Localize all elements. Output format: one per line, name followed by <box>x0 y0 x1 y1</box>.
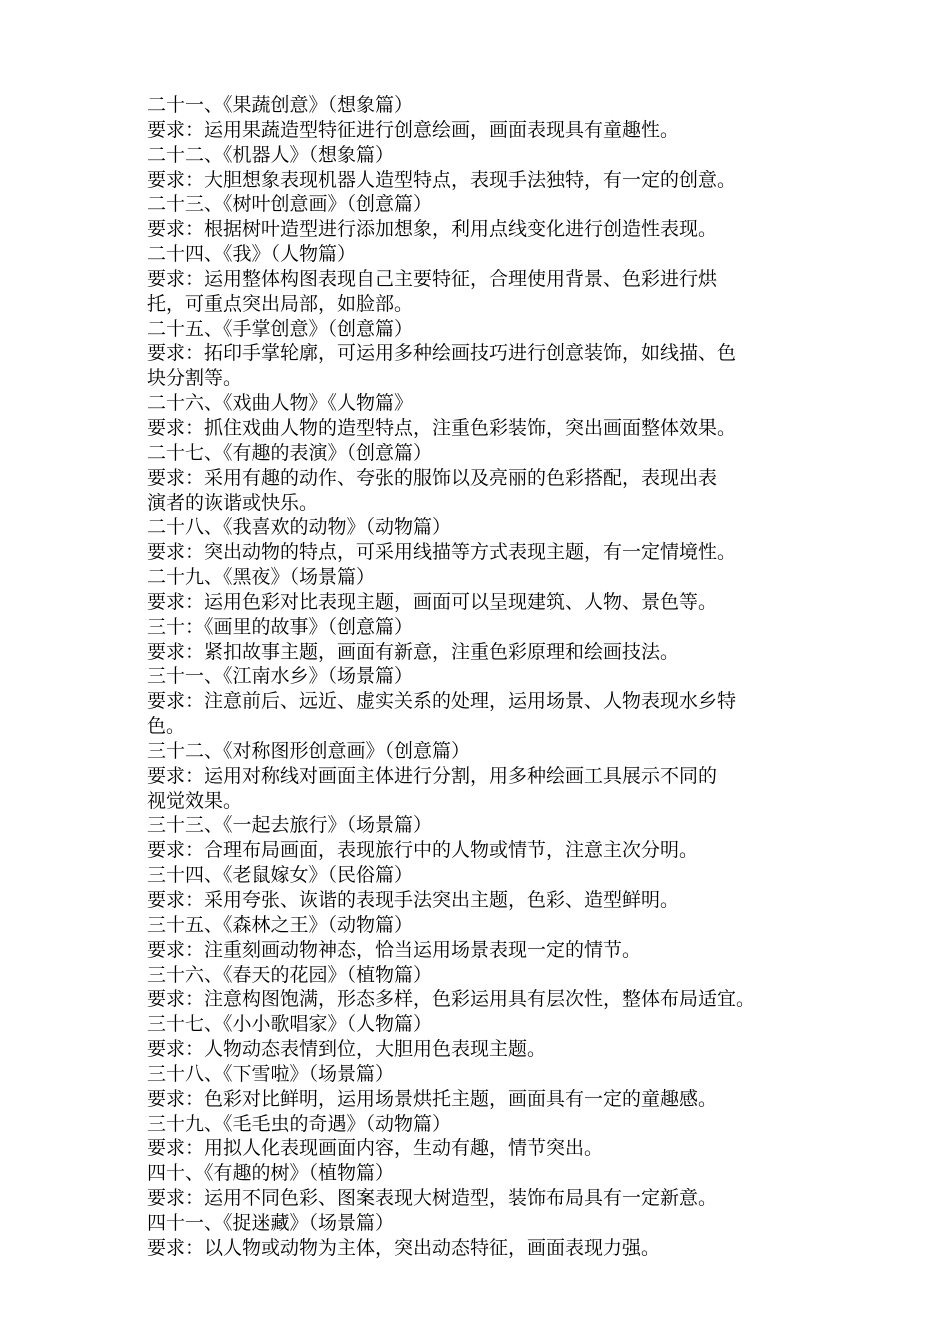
heading-25: 二十五、《手掌创意》（创意篇） <box>147 317 414 340</box>
heading-40: 四十、《有趣的树》（植物篇） <box>147 1162 395 1185</box>
heading-31: 三十一、《江南水乡》（场景篇） <box>147 665 414 688</box>
requirement-30: 要求：紧扣故事主题，画面有新意，注重色彩原理和绘画技法。 <box>147 640 680 663</box>
requirement-33: 要求：合理布局画面，表现旅行中的人物或情节，注意主次分明。 <box>147 839 699 862</box>
heading-23: 二十三、《树叶创意画》（创意篇） <box>147 193 433 216</box>
requirement-41: 要求：以人物或动物为主体，突出动态特征，画面表现力强。 <box>147 1236 661 1259</box>
document-page <box>147 93 827 1261</box>
heading-22: 二十二、《机器人》（想象篇） <box>147 143 395 166</box>
heading-32: 三十二、《对称图形创意画》（创意篇） <box>147 739 471 762</box>
requirement-37: 要求：人物动态表情到位，大胆用色表现主题。 <box>147 1038 547 1061</box>
heading-29: 二十九、《黑夜》（场景篇） <box>147 566 376 589</box>
requirement-31-cont: 色。 <box>147 715 186 738</box>
heading-24: 二十四、《我》（人物篇） <box>147 243 357 266</box>
requirement-31: 要求：注意前后、远近、虚实关系的处理，运用场景、人物表现水乡特 <box>147 690 737 713</box>
requirement-29: 要求：运用色彩对比表现主题，画面可以呈现建筑、人物、景色等。 <box>147 590 718 613</box>
heading-39: 三十九、《毛毛虫的奇遇》（动物篇） <box>147 1112 452 1135</box>
heading-27: 二十七、《有趣的表演》（创意篇） <box>147 441 433 464</box>
requirement-28: 要求：突出动物的特点，可采用线描等方式表现主题，有一定情境性。 <box>147 541 737 564</box>
requirement-27: 要求：采用有趣的动作、夸张的服饰以及亮丽的色彩搭配，表现出表 <box>147 466 718 489</box>
heading-30: 三十：《画里的故事》（创意篇） <box>147 615 414 638</box>
requirement-24: 要求：运用整体构图表现自己主要特征，合理使用背景、色彩进行烘 <box>147 267 718 290</box>
requirement-32: 要求：运用对称线对画面主体进行分割，用多种绘画工具展示不同的 <box>147 764 718 787</box>
requirement-36: 要求：注意构图饱满，形态多样，色彩运用具有层次性，整体布局适宜。 <box>147 988 756 1011</box>
requirement-22: 要求：大胆想象表现机器人造型特点，表现手法独特，有一定的创意。 <box>147 168 737 191</box>
requirement-24-cont: 托，可重点突出局部，如脸部。 <box>147 292 414 315</box>
heading-21: 二十一、《果蔬创意》（想象篇） <box>147 94 414 116</box>
heading-36: 三十六、《春天的花园》（植物篇） <box>147 963 433 986</box>
requirement-39: 要求：用拟人化表现画面内容，生动有趣，情节突出。 <box>147 1137 604 1160</box>
requirement-26: 要求：抓住戏曲人物的造型特点，注重色彩装饰，突出画面整体效果。 <box>147 416 737 439</box>
requirement-27-cont: 演者的诙谐或快乐。 <box>147 491 319 514</box>
heading-35: 三十五、《森林之王》（动物篇） <box>147 913 414 936</box>
requirement-23: 要求：根据树叶造型进行添加想象，利用点线变化进行创造性表现。 <box>147 218 718 241</box>
requirement-35: 要求：注重刻画动物神态，恰当运用场景表现一定的情节。 <box>147 938 642 961</box>
requirement-38: 要求：色彩对比鲜明，运用场景烘托主题，画面具有一定的童趣感。 <box>147 1087 718 1110</box>
heading-28: 二十八、《我喜欢的动物》（动物篇） <box>147 516 452 539</box>
requirement-21: 要求：运用果蔬造型特征进行创意绘画，画面表现具有童趣性。 <box>147 118 680 141</box>
requirement-32-cont: 视觉效果。 <box>147 789 243 812</box>
requirement-25-cont: 块分割等。 <box>147 367 243 390</box>
requirement-40: 要求：运用不同色彩、图案表现大树造型，装饰布局具有一定新意。 <box>147 1187 718 1210</box>
heading-38: 三十八、《下雪啦》（场景篇） <box>147 1062 395 1085</box>
requirement-25: 要求：拓印手掌轮廓，可运用多种绘画技巧进行创意装饰，如线描、色 <box>147 342 737 365</box>
heading-37: 三十七、《小小歌唱家》（人物篇） <box>147 1013 433 1036</box>
requirement-34: 要求：采用夸张、诙谐的表现手法突出主题，色彩、造型鲜明。 <box>147 889 680 911</box>
heading-33: 三十三、《一起去旅行》（场景篇） <box>147 814 433 837</box>
heading-41: 四十一、《捉迷藏》（场景篇） <box>147 1211 395 1234</box>
heading-26: 二十六、《戏曲人物》《人物篇》 <box>147 392 414 415</box>
heading-34: 三十四、《老鼠嫁女》（民俗篇） <box>147 864 414 887</box>
